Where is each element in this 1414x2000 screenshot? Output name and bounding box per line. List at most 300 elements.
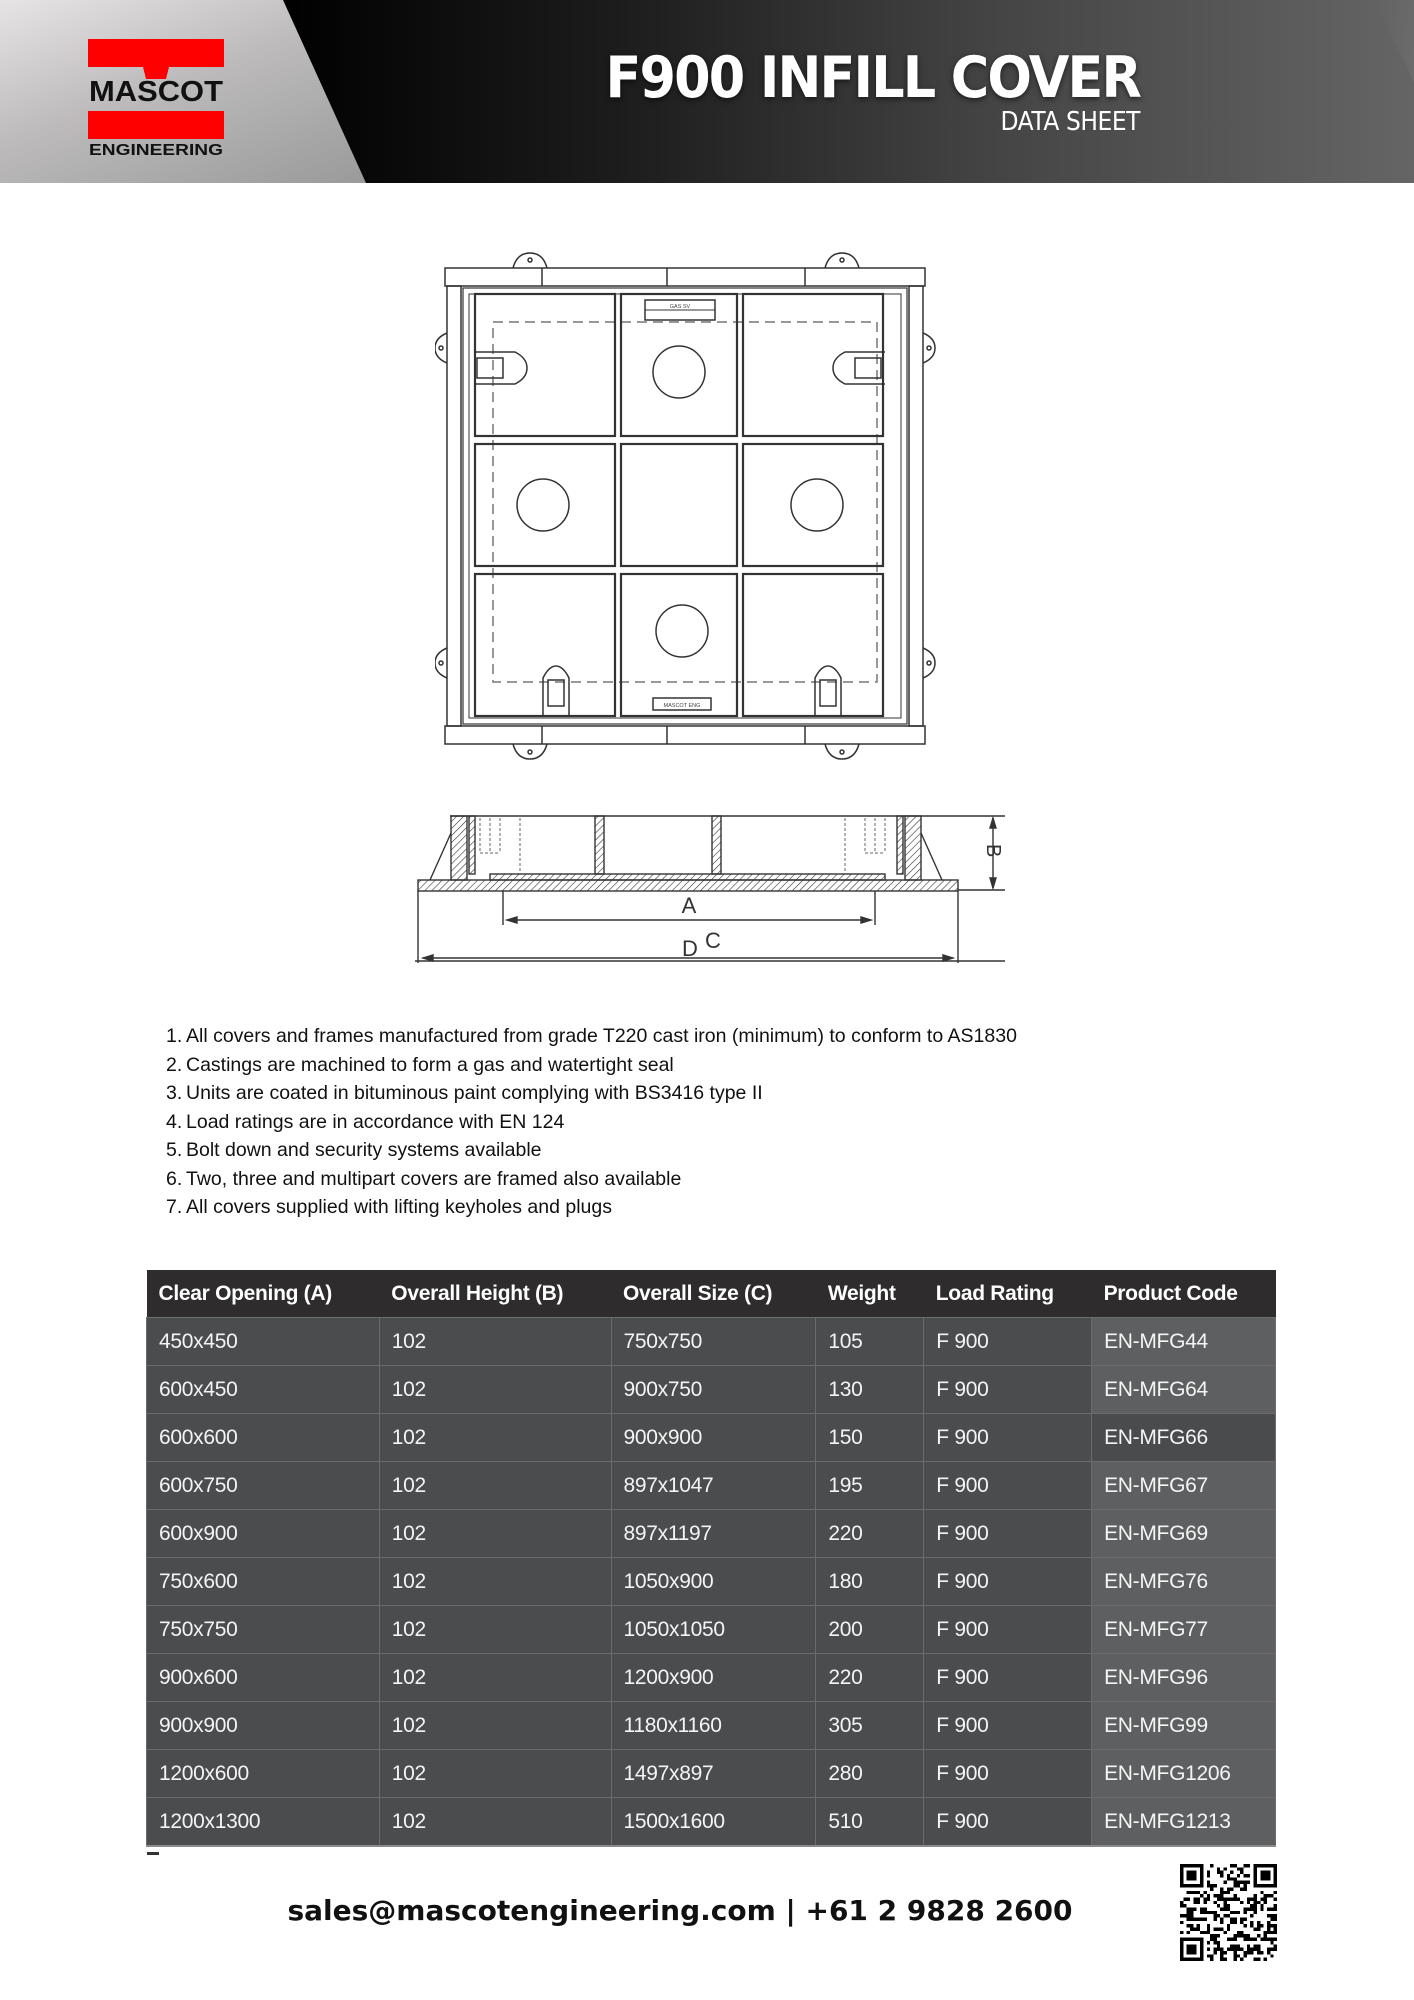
qr-module	[1217, 1897, 1220, 1900]
table-cell: EN-MFG1206	[1092, 1750, 1276, 1798]
table-cell: 1050x1050	[611, 1606, 816, 1654]
qr-module	[1213, 1948, 1216, 1951]
plug-icon	[656, 605, 708, 657]
qr-module	[1267, 1931, 1270, 1934]
table-cell: 102	[379, 1606, 611, 1654]
keyhole-icon	[548, 680, 564, 706]
qr-module	[1234, 1958, 1237, 1961]
qr-module	[1200, 1918, 1203, 1921]
note-text: All covers supplied with lifting keyholes and plugs	[186, 1196, 612, 1218]
qr-module	[1197, 1891, 1200, 1894]
table-cell: 750x750	[147, 1606, 380, 1654]
qr-module	[1237, 1867, 1240, 1870]
qr-module	[1270, 1938, 1273, 1941]
column-header: Load Rating	[924, 1270, 1092, 1318]
table-cell: EN-MFG44	[1092, 1318, 1276, 1366]
qr-module	[1207, 1871, 1210, 1874]
qr-module	[1203, 1918, 1206, 1921]
qr-module	[1183, 1897, 1186, 1900]
qr-module	[1250, 1921, 1253, 1924]
table-cell: EN-MFG96	[1092, 1654, 1276, 1702]
qr-module	[1234, 1884, 1237, 1887]
qr-module	[1217, 1928, 1220, 1931]
qr-module	[1210, 1938, 1213, 1941]
qr-module	[1244, 1864, 1247, 1867]
table-cell: F 900	[924, 1318, 1092, 1366]
qr-module	[1250, 1951, 1253, 1954]
qr-module	[1257, 1944, 1260, 1947]
qr-module	[1207, 1894, 1210, 1897]
qr-module	[1217, 1894, 1220, 1897]
qr-module	[1260, 1891, 1263, 1894]
qr-module	[1217, 1867, 1220, 1870]
qr-module	[1264, 1897, 1267, 1900]
qr-module	[1247, 1934, 1250, 1937]
qr-code-icon[interactable]	[1180, 1864, 1277, 1961]
table-cell: 180	[816, 1558, 924, 1606]
qr-module	[1274, 1918, 1277, 1921]
table-cell: 102	[379, 1366, 611, 1414]
qr-module	[1234, 1951, 1237, 1954]
qr-module	[1190, 1891, 1193, 1894]
frame-bottom-flange	[445, 726, 925, 744]
qr-module	[1223, 1904, 1226, 1907]
table-cell: EN-MFG1213	[1092, 1798, 1276, 1847]
qr-module	[1223, 1958, 1226, 1961]
qr-module	[1230, 1887, 1233, 1890]
header-sheen	[1374, 0, 1414, 183]
table-cell: F 900	[924, 1558, 1092, 1606]
qr-module	[1187, 1924, 1190, 1927]
qr-module	[1247, 1951, 1250, 1954]
qr-module	[1247, 1907, 1250, 1910]
page-header	[0, 0, 1414, 183]
table-row	[147, 1558, 1276, 1606]
infill-panel	[475, 444, 615, 566]
qr-module	[1260, 1907, 1263, 1910]
qr-module	[1274, 1948, 1277, 1951]
table-cell: EN-MFG77	[1092, 1606, 1276, 1654]
qr-module	[1254, 1897, 1257, 1900]
table-cell: 900x900	[611, 1414, 816, 1462]
qr-module	[1197, 1918, 1200, 1921]
qr-module	[1270, 1954, 1273, 1957]
qr-module	[1187, 1918, 1190, 1921]
qr-module	[1227, 1877, 1230, 1880]
qr-module	[1220, 1918, 1223, 1921]
table-cell: F 900	[924, 1414, 1092, 1462]
qr-module	[1180, 1901, 1183, 1904]
qr-module	[1210, 1911, 1213, 1914]
qr-module	[1210, 1887, 1213, 1890]
note-item	[166, 1108, 1017, 1137]
qr-module	[1197, 1897, 1200, 1900]
qr-module	[1193, 1907, 1196, 1910]
column-header: Weight	[816, 1270, 924, 1318]
column-header: Clear Opening (A)	[147, 1270, 380, 1318]
table-row	[147, 1750, 1276, 1798]
qr-module	[1260, 1951, 1263, 1954]
qr-module	[1223, 1931, 1226, 1934]
qr-module	[1183, 1904, 1186, 1907]
qr-module	[1254, 1928, 1257, 1931]
qr-module	[1223, 1901, 1226, 1904]
qr-module	[1217, 1914, 1220, 1917]
qr-module	[1227, 1938, 1230, 1941]
table-cell: F 900	[924, 1510, 1092, 1558]
table-cell: 102	[379, 1462, 611, 1510]
table-cell: 102	[379, 1510, 611, 1558]
qr-module	[1230, 1864, 1233, 1867]
qr-module	[1237, 1934, 1240, 1937]
qr-module	[1230, 1921, 1233, 1924]
lug-icon	[513, 744, 547, 759]
infill-panel	[621, 294, 737, 436]
qr-module	[1227, 1928, 1230, 1931]
qr-module	[1223, 1897, 1226, 1900]
qr-module	[1267, 1921, 1270, 1924]
qr-module	[1193, 1928, 1196, 1931]
table-row	[147, 1462, 1276, 1510]
contact-text[interactable]: sales@mascotengineering.com | +61 2 9828 2600	[287, 1894, 1073, 1927]
frame-base-section	[418, 880, 958, 891]
qr-module	[1247, 1938, 1250, 1941]
qr-module	[1247, 1944, 1250, 1947]
logo-brand-bottom: ENGINEERING	[89, 142, 223, 157]
qr-module	[1187, 1891, 1190, 1894]
qr-module	[1270, 1924, 1273, 1927]
qr-module	[1270, 1931, 1273, 1934]
qr-module	[1227, 1948, 1230, 1951]
qr-module	[1267, 1907, 1270, 1910]
note-item	[166, 1165, 1017, 1194]
qr-module	[1207, 1881, 1210, 1884]
qr-module	[1190, 1928, 1193, 1931]
qr-module	[1220, 1887, 1223, 1890]
qr-module	[1247, 1948, 1250, 1951]
qr-module	[1254, 1901, 1257, 1904]
logo-icon	[88, 39, 224, 157]
qr-module	[1240, 1921, 1243, 1924]
qr-module	[1220, 1891, 1223, 1894]
qr-module	[1270, 1914, 1273, 1917]
note-text: Load ratings are in accordance with EN 124	[186, 1110, 565, 1133]
qr-module	[1183, 1914, 1186, 1917]
note-number: 4.	[166, 1110, 183, 1133]
qr-module	[1187, 1897, 1190, 1900]
table-cell: EN-MFG99	[1092, 1702, 1276, 1750]
qr-module	[1203, 1907, 1206, 1910]
qr-module	[1240, 1867, 1243, 1870]
table-cell: 1200x600	[147, 1750, 380, 1798]
qr-module	[1203, 1897, 1206, 1900]
table-cell: 510	[816, 1798, 924, 1847]
qr-module	[1227, 1887, 1230, 1890]
qr-module	[1274, 1914, 1277, 1917]
qr-module	[1230, 1948, 1233, 1951]
qr-module	[1230, 1871, 1233, 1874]
table-row	[147, 1798, 1276, 1847]
qr-module	[1254, 1948, 1257, 1951]
keyhole-icon	[820, 680, 836, 706]
qr-module	[1234, 1921, 1237, 1924]
qr-module	[1227, 1897, 1230, 1900]
qr-module	[1234, 1897, 1237, 1900]
qr-module	[1250, 1924, 1253, 1927]
logo-brand-top: MASCOT	[89, 76, 224, 108]
qr-module	[1264, 1894, 1267, 1897]
table-cell: 1497x897	[611, 1750, 816, 1798]
note-text: All covers and frames manufactured from grade T220 cast iron (minimum) to conform to AS1830	[186, 1025, 1017, 1047]
qr-module	[1207, 1931, 1210, 1934]
table-cell: 600x750	[147, 1462, 380, 1510]
table-row	[147, 1606, 1276, 1654]
qr-module	[1234, 1934, 1237, 1937]
qr-module	[1244, 1934, 1247, 1937]
qr-module	[1267, 1914, 1270, 1917]
plug-icon	[653, 346, 705, 398]
infill-panel	[475, 574, 615, 716]
qr-module	[1267, 1951, 1270, 1954]
qr-module	[1197, 1928, 1200, 1931]
qr-finder-core	[1187, 1871, 1197, 1881]
qr-module	[1210, 1864, 1213, 1867]
note-number: 6.	[166, 1167, 183, 1190]
qr-module	[1210, 1954, 1213, 1957]
qr-module	[1234, 1954, 1237, 1957]
qr-module	[1193, 1891, 1196, 1894]
qr-module	[1180, 1904, 1183, 1907]
qr-module	[1190, 1914, 1193, 1917]
qr-module	[1200, 1894, 1203, 1897]
qr-module	[1244, 1881, 1247, 1884]
qr-module	[1250, 1907, 1253, 1910]
qr-module	[1237, 1948, 1240, 1951]
mascot-logo	[88, 39, 224, 157]
qr-module	[1213, 1951, 1216, 1954]
qr-module	[1180, 1931, 1183, 1934]
qr-module	[1207, 1874, 1210, 1877]
qr-module	[1213, 1914, 1216, 1917]
infill-panel	[743, 294, 883, 436]
qr-module	[1247, 1897, 1250, 1900]
table-cell: EN-MFG67	[1092, 1462, 1276, 1510]
qr-module	[1207, 1954, 1210, 1957]
table-cell: EN-MFG76	[1092, 1558, 1276, 1606]
qr-module	[1237, 1897, 1240, 1900]
qr-module	[1237, 1931, 1240, 1934]
table-cell: 1180x1160	[611, 1702, 816, 1750]
qr-module	[1234, 1944, 1237, 1947]
table-row	[147, 1366, 1276, 1414]
qr-module	[1220, 1894, 1223, 1897]
table-cell: 900x600	[147, 1654, 380, 1702]
page-subtitle: DATA SHEET	[1000, 107, 1140, 137]
qr-module	[1223, 1867, 1226, 1870]
table-cell: 220	[816, 1654, 924, 1702]
table-cell: 200	[816, 1606, 924, 1654]
qr-module	[1234, 1877, 1237, 1880]
qr-module	[1267, 1924, 1270, 1927]
qr-module	[1190, 1924, 1193, 1927]
qr-module	[1220, 1921, 1223, 1924]
table-cell: EN-MFG64	[1092, 1366, 1276, 1414]
qr-module	[1274, 1904, 1277, 1907]
note-number: 7.	[166, 1196, 183, 1218]
note-number: 3.	[166, 1082, 183, 1104]
note-item	[166, 1022, 1017, 1051]
note-number: 2.	[166, 1053, 183, 1076]
qr-module	[1240, 1948, 1243, 1951]
page-title: F900 INFILL COVER	[605, 45, 1140, 111]
dimension-c-label: C	[705, 928, 721, 953]
qr-module	[1257, 1924, 1260, 1927]
table-cell: 1500x1600	[611, 1798, 816, 1847]
qr-module	[1267, 1928, 1270, 1931]
qr-module	[1220, 1958, 1223, 1961]
qr-module	[1260, 1924, 1263, 1927]
qr-module	[1220, 1874, 1223, 1877]
qr-module	[1267, 1948, 1270, 1951]
qr-module	[1207, 1941, 1210, 1944]
qr-module	[1254, 1894, 1257, 1897]
qr-module	[1213, 1938, 1216, 1941]
qr-module	[1217, 1934, 1220, 1937]
note-text: Castings are machined to form a gas and watertight seal	[186, 1053, 674, 1076]
qr-module	[1254, 1958, 1257, 1961]
qr-module	[1207, 1911, 1210, 1914]
table-cell: 220	[816, 1510, 924, 1558]
qr-module	[1254, 1904, 1257, 1907]
qr-module	[1274, 1928, 1277, 1931]
qr-module	[1274, 1907, 1277, 1910]
plug-icon	[791, 479, 843, 531]
qr-module	[1230, 1877, 1233, 1880]
qr-module	[1254, 1911, 1257, 1914]
dimension-b-label: B	[982, 844, 1004, 858]
qr-module	[1230, 1938, 1233, 1941]
qr-module	[1227, 1914, 1230, 1917]
qr-module	[1227, 1891, 1230, 1894]
qr-module	[1274, 1891, 1277, 1894]
table-cell: 150	[816, 1414, 924, 1462]
table-cell: 102	[379, 1558, 611, 1606]
qr-module	[1220, 1928, 1223, 1931]
qr-module	[1250, 1904, 1253, 1907]
table-cell: 600x900	[147, 1510, 380, 1558]
qr-module	[1274, 1924, 1277, 1927]
qr-module	[1274, 1931, 1277, 1934]
table-cell: 102	[379, 1798, 611, 1847]
qr-module	[1223, 1914, 1226, 1917]
specification-table-wrapper	[146, 1270, 1276, 1847]
table-cell: F 900	[924, 1654, 1092, 1702]
qr-module	[1254, 1907, 1257, 1910]
qr-module	[1244, 1911, 1247, 1914]
qr-module	[1187, 1911, 1190, 1914]
qr-module	[1213, 1941, 1216, 1944]
qr-module	[1264, 1938, 1267, 1941]
qr-module	[1264, 1934, 1267, 1937]
qr-module	[1234, 1948, 1237, 1951]
qr-module	[1254, 1944, 1257, 1947]
qr-module	[1187, 1907, 1190, 1910]
qr-module	[1267, 1938, 1270, 1941]
column-header: Product Code	[1092, 1270, 1276, 1318]
qr-module	[1240, 1918, 1243, 1921]
qr-module	[1257, 1921, 1260, 1924]
table-cell: 102	[379, 1318, 611, 1366]
qr-module	[1223, 1891, 1226, 1894]
column-header: Overall Size (C)	[611, 1270, 816, 1318]
qr-module	[1227, 1904, 1230, 1907]
qr-module	[1230, 1944, 1233, 1947]
qr-module	[1240, 1887, 1243, 1890]
qr-module	[1210, 1884, 1213, 1887]
qr-module	[1217, 1941, 1220, 1944]
lug-icon	[513, 253, 547, 268]
qr-module	[1247, 1864, 1250, 1867]
qr-module	[1244, 1887, 1247, 1890]
qr-module	[1187, 1931, 1190, 1934]
table-cell: 102	[379, 1750, 611, 1798]
clear-opening-outline	[493, 322, 877, 682]
qr-module	[1244, 1918, 1247, 1921]
qr-module	[1244, 1954, 1247, 1957]
qr-module	[1220, 1897, 1223, 1900]
table-header-row	[147, 1270, 1276, 1318]
qr-module	[1200, 1931, 1203, 1934]
qr-module	[1260, 1904, 1263, 1907]
qr-module	[1197, 1901, 1200, 1904]
qr-module	[1230, 1897, 1233, 1900]
qr-module	[1207, 1924, 1210, 1927]
qr-module	[1234, 1894, 1237, 1897]
qr-module	[1197, 1924, 1200, 1927]
table-cell: F 900	[924, 1702, 1092, 1750]
frame-top-flange	[445, 268, 925, 286]
qr-module	[1240, 1934, 1243, 1937]
qr-module	[1234, 1911, 1237, 1914]
qr-module	[1274, 1897, 1277, 1900]
qr-module	[1240, 1901, 1243, 1904]
qr-module	[1237, 1954, 1240, 1957]
title-block	[559, 45, 1140, 137]
qr-module	[1217, 1904, 1220, 1907]
qr-module	[1260, 1938, 1263, 1941]
qr-module	[1213, 1901, 1216, 1904]
qr-module	[1237, 1944, 1240, 1947]
infill-panel	[743, 574, 883, 716]
qr-module	[1250, 1938, 1253, 1941]
qr-module	[1264, 1901, 1267, 1904]
note-text: Units are coated in bituminous paint complying with BS3416 type II	[186, 1082, 763, 1104]
qr-module	[1210, 1958, 1213, 1961]
table-cell: 102	[379, 1702, 611, 1750]
qr-finder-core	[1260, 1871, 1270, 1881]
qr-module	[1237, 1874, 1240, 1877]
table-footnote-mark	[147, 1852, 159, 1855]
qr-module	[1190, 1911, 1193, 1914]
qr-module	[1264, 1931, 1267, 1934]
qr-module	[1260, 1897, 1263, 1900]
table-row	[147, 1318, 1276, 1366]
qr-module	[1257, 1948, 1260, 1951]
qr-module	[1274, 1938, 1277, 1941]
table-cell: 195	[816, 1462, 924, 1510]
qr-module	[1223, 1907, 1226, 1910]
qr-module	[1190, 1918, 1193, 1921]
